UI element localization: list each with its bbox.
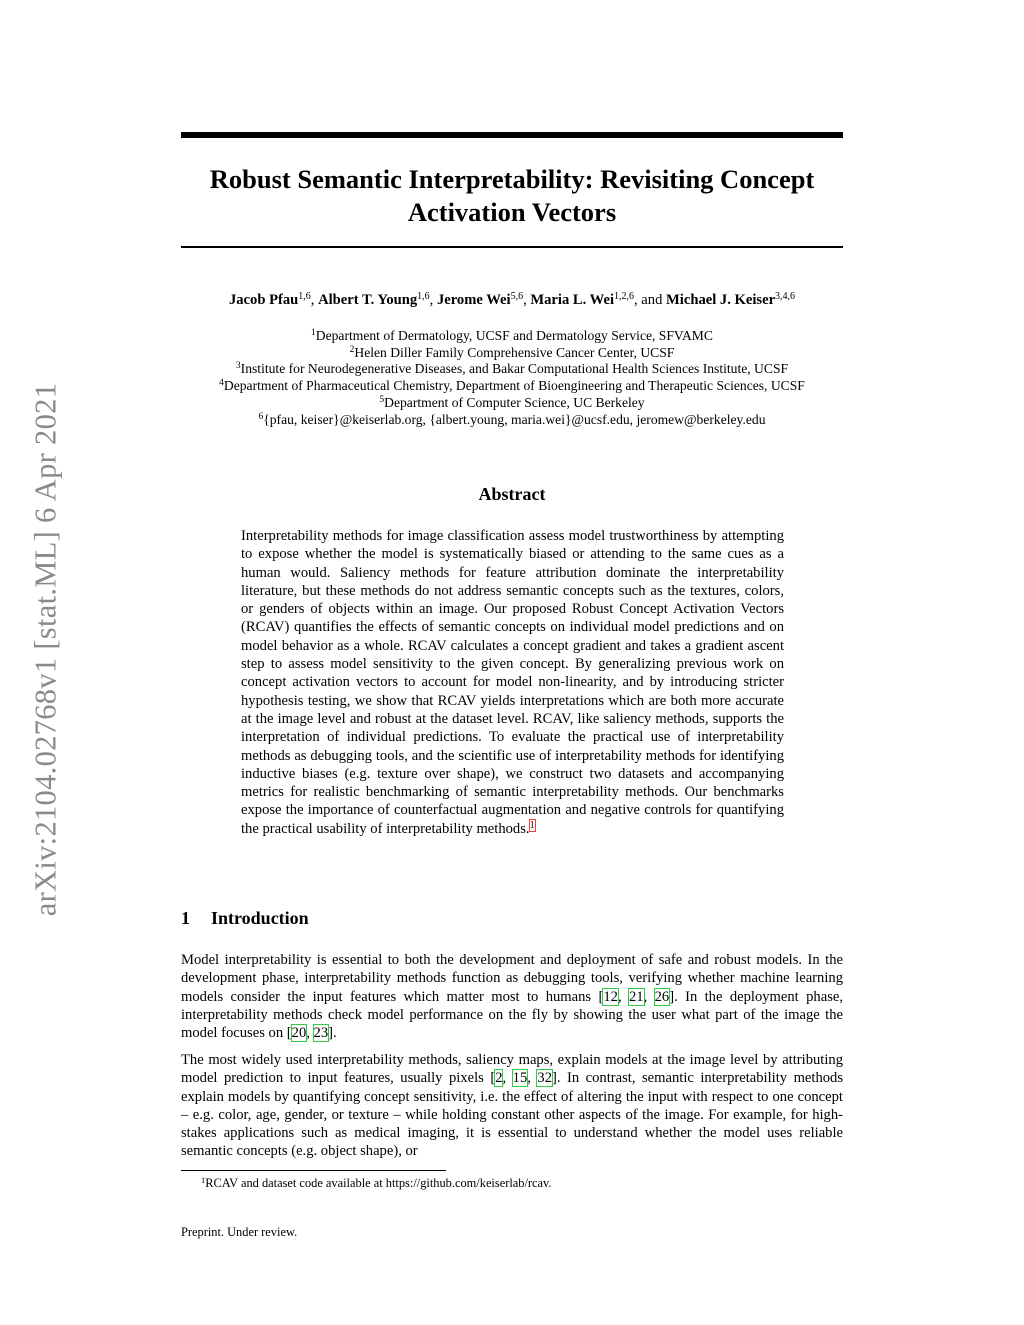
citation-link[interactable]: 32 [537,1070,552,1087]
affiliation-line [150,361,874,378]
title-rule-bottom [181,246,843,248]
arxiv-identifier-stamp [23,352,69,947]
author-list [150,290,874,310]
affiliation-number: 5 [379,394,385,405]
affiliation-line [150,412,874,429]
author-name: Jerome Wei [436,292,511,308]
intro-paragraph-2 [181,1051,843,1161]
paragraph-text: ]. In the deployment phase, interpretability methods check model performance on the fly by showing the user what part of the image the model focuses on [ [181,988,843,1042]
author-affiliation-mark: 3,4,6 [775,291,796,302]
affiliation-line [150,378,874,395]
author-name: Maria L. Wei [530,292,614,308]
author-separator: , [429,292,437,308]
affiliation-number: 4 [219,378,224,389]
affiliation-number: 2 [349,344,355,355]
author-separator: , [523,292,531,308]
paragraph-text: ]. [328,1025,337,1042]
author-affiliation-mark: 1,6 [298,291,311,302]
affiliation-text: {pfau, keiser}@keiserlab.org, {albert.young, maria.wei}@ucsf.edu, jeromew@berkeley.edu [263,411,766,427]
abstract-text: Interpretability methods for image classification assess model trustworthiness by attempting to expose whether the model is systematically biased or attending to the same cues as a human would. Saliency methods for feature attribution dominate the interpretability literature, but these methods do not address semantic concepts such as the textures, colors, or genders of objects within an image. Our proposed Robust Concept Activation Vectors (RCAV) quantifies the effects of semantic concepts on individual model predictions and on model behavior as a whole. RCAV calculates a concept gradient and takes a gradient ascent step to assess model sensitivity to the given concept. By generalizing previous work on concept activation vectors to account for model non-linearity, and by introducing stricter hypothesis testing, we show that RCAV yields interpretations which are both more accurate at the image level and robust at the dataset level. RCAV, like saliency methods, supports the interpretation of individual predictions. To evaluate the practical use of interpretability methods as debugging tools, and the scientific use of interpretability methods for identifying inductive biases (e.g. texture over shape), we construct two datasets and accompanying metrics for realistic benchmarking of semantic interpretability methods. Our benchmarks expose the importance of counterfactual augmentation and negative controls for quantifying the practical usability of interpretability methods. [241,528,784,837]
paragraph-text: , [527,1070,538,1087]
author-name: Jacob Pfau [228,292,299,308]
abstract-body [241,527,784,838]
footnote [181,1175,843,1191]
citation-link[interactable]: 2 [495,1070,503,1087]
intro-paragraph-1 [181,951,843,1042]
affiliation-line [150,345,874,362]
paragraph-text: , [617,988,629,1005]
affiliation-text: Helen Diller Family Comprehensive Cancer Center, UCSF [354,344,675,360]
citation-link[interactable]: 23 [313,1025,329,1042]
citation-link[interactable]: 20 [291,1025,307,1042]
affiliation-number: 3 [235,361,241,372]
section-number: 1 [181,908,190,928]
title-rule-top [181,132,843,138]
author-affiliation-mark: 1,6 [417,291,430,302]
affiliation-text: Department of Computer Science, UC Berkeley [384,394,645,410]
author-affiliation-mark: 5,6 [510,291,524,302]
affiliation-text: Department of Dermatology, UCSF and Dermatology Service, SFVAMC [315,328,713,343]
paragraph-text: The most widely used interpretability methods, saliency maps, explain models at the image level by attributing model prediction to input features, usually pixels [ [181,1052,843,1087]
author-separator: , and [634,292,667,308]
paragraph-text: ]. In contrast, semantic interpretability methods explain models by quantifying concept sensitivity, i.e. the effect of altering the input with respect to one concept – e.g. color, age, gender, or texture – while holding constant other aspects of the image. For example, for high-stakes applications such as medical imaging, it is essential to understand whether the model uses reliable semantic concepts (e.g. object shape), or [181,1070,844,1160]
affiliation-line [150,395,874,412]
paper-title: Robust Semantic Interpretability: Revisiting Concept Activation Vectors [209,164,815,227]
author-name: Albert T. Young [318,292,418,308]
author-affiliation-mark: 1,2,6 [614,291,634,302]
footnote-link[interactable]: 1 [529,819,535,831]
footnote-rule [181,1170,446,1171]
affiliation-line [150,328,874,345]
author-separator: , [310,292,319,308]
paragraph-text: , [306,1025,314,1042]
affiliation-list [150,328,874,428]
affiliation-text: Institute for Neurodegenerative Diseases, and Bakar Computational Health Sciences Institute, UCSF [240,361,789,377]
footnote-mark: 1 [201,1175,206,1185]
paragraph-text: , [502,1070,513,1087]
paragraph-text: Model interpretability is essential to both the development and deployment of safe and robust models. In the development phase, interpretability methods function as debugging tools, verifying whether machine learning models consider the input features which matter most to humans [ [181,952,843,1005]
preprint-note: Preprint. Under review. [181,1225,298,1239]
affiliation-number: 1 [311,328,316,338]
citation-link[interactable]: 15 [512,1070,528,1087]
affiliation-number: 6 [258,411,264,422]
section-title: Introduction [211,908,309,928]
paragraph-text: , [643,988,655,1005]
citation-link[interactable]: 12 [603,988,618,1005]
section-heading [181,908,843,929]
arxiv-identifier-text: arXiv:2104.02768v1 [stat.ML] 6 Apr 2021 [28,382,63,917]
abstract-heading: Abstract [478,484,546,504]
footnote-text: RCAV and dataset code available at https://github.com/keiserlab/rcav. [205,1176,552,1190]
citation-link[interactable]: 21 [628,988,644,1005]
citation-link[interactable]: 26 [654,988,670,1005]
author-name: Michael J. Keiser [666,292,776,308]
affiliation-text: Department of Pharmaceutical Chemistry, Department of Bioengineering and Therapeutic Sciences, UCSF [223,378,805,394]
